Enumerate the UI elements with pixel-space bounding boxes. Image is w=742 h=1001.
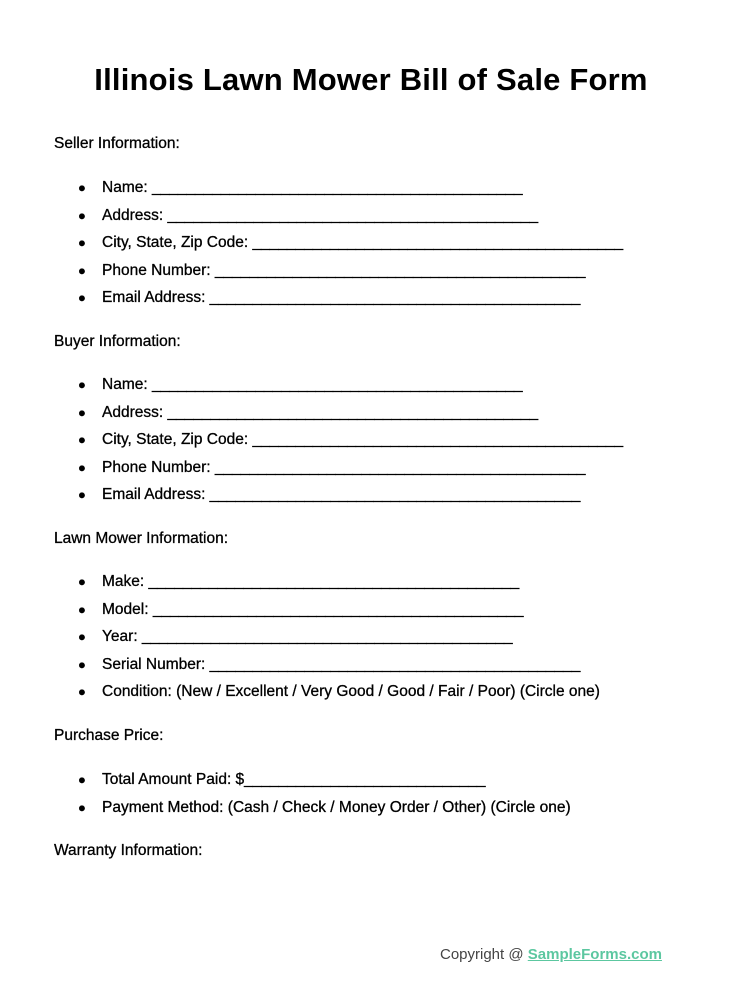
field-label: Total Amount Paid: $____________________________	[102, 771, 486, 788]
bullet-icon: ●	[78, 574, 86, 589]
copyright-text: Copyright @	[440, 946, 528, 963]
bullet-icon: ●	[78, 290, 86, 306]
copyright-footer	[440, 946, 662, 963]
bullet-icon: ●	[78, 404, 86, 420]
seller-city-field	[78, 233, 623, 261]
mower-serial-field	[78, 655, 600, 683]
bullet-icon: ●	[78, 459, 86, 475]
bullet-icon: ●	[78, 262, 86, 278]
field-label: Make: ___________________________________________	[102, 573, 520, 590]
bullet-icon: ●	[78, 799, 86, 815]
bullet-icon: ●	[78, 601, 86, 617]
bullet-icon: ●	[78, 432, 86, 448]
buyer-phone-field	[78, 458, 623, 486]
mower-make-field	[78, 572, 600, 600]
bullet-icon: ●	[78, 656, 86, 672]
buyer-city-field	[78, 430, 623, 458]
bullet-icon: ●	[78, 629, 86, 645]
field-label: City, State, Zip Code: ___________________________________________	[102, 234, 624, 252]
total-amount-field	[78, 770, 571, 798]
field-label: Payment Method: (Cash / Check / Money Order / Other) (Circle one)	[102, 798, 571, 816]
buyer-address-field	[78, 403, 623, 431]
price-field-list	[78, 770, 571, 825]
price-section-heading: Purchase Price:	[54, 727, 164, 744]
field-label: Year: ___________________________________________	[102, 628, 513, 646]
bullet-icon: ●	[78, 772, 86, 787]
field-label: Model: ___________________________________________	[102, 600, 524, 618]
mower-section-heading: Lawn Mower Information:	[54, 530, 229, 547]
buyer-field-list	[78, 375, 623, 513]
field-label: Name: ___________________________________________	[102, 376, 523, 393]
seller-phone-field	[78, 261, 623, 289]
field-label: Serial Number: ___________________________________________	[102, 655, 581, 673]
field-label: Email Address: ___________________________________________	[102, 486, 581, 504]
seller-field-list	[78, 178, 623, 316]
field-label: Address: ___________________________________________	[102, 206, 539, 224]
page-title: Illinois Lawn Mower Bill of Sale Form	[94, 62, 648, 97]
mower-year-field	[78, 627, 600, 655]
bullet-icon: ●	[78, 684, 86, 700]
mower-field-list	[78, 572, 600, 710]
field-label: Phone Number: ___________________________________________	[102, 261, 586, 279]
seller-section-heading: Seller Information:	[54, 135, 180, 152]
field-label: City, State, Zip Code: ___________________________________________	[102, 431, 624, 449]
bullet-icon: ●	[78, 207, 86, 223]
field-label: Email Address: ___________________________________________	[102, 289, 581, 307]
seller-email-field	[78, 288, 623, 316]
field-label: Name: ___________________________________________	[102, 179, 523, 196]
buyer-name-field	[78, 375, 623, 403]
field-label: Phone Number: ___________________________________________	[102, 458, 586, 476]
mower-model-field	[78, 600, 600, 628]
field-label: Address: ___________________________________________	[102, 403, 539, 421]
bullet-icon: ●	[78, 377, 86, 392]
field-label: Condition: (New / Excellent / Very Good / Good / Fair / Poor) (Circle one)	[102, 683, 600, 701]
warranty-section-heading: Warranty Information:	[54, 842, 203, 859]
bullet-icon: ●	[78, 180, 86, 195]
bullet-icon: ●	[78, 487, 86, 503]
mower-condition-field	[78, 682, 600, 710]
payment-method-field	[78, 798, 571, 826]
buyer-section-heading: Buyer Information:	[54, 333, 181, 350]
brand-link[interactable]: SampleForms.com	[527, 946, 662, 963]
seller-name-field	[78, 178, 623, 206]
buyer-email-field	[78, 485, 623, 513]
bullet-icon: ●	[78, 235, 86, 251]
seller-address-field	[78, 206, 623, 234]
